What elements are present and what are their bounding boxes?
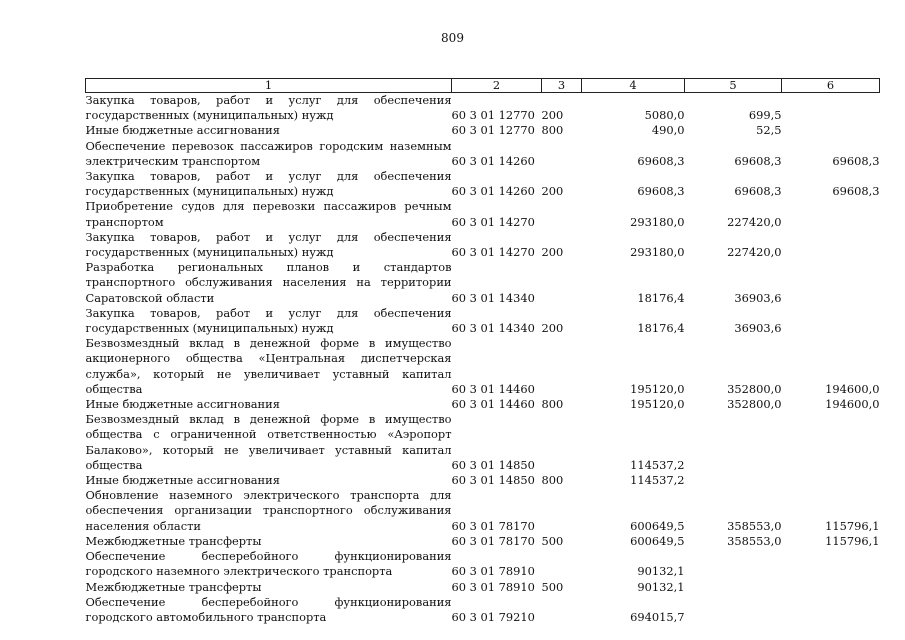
row-description: Межбюджетные трансферты	[85, 533, 262, 548]
row-amount-col6: 194600,0	[825, 381, 880, 396]
row-expense-type: 200	[541, 321, 564, 336]
row-amount-col5	[685, 412, 782, 473]
row-amount-col4: 195120,0	[630, 397, 685, 412]
row-expense-type: 200	[541, 245, 564, 260]
row-amount-col6	[782, 230, 880, 260]
table-row	[86, 230, 880, 260]
row-code: 60 3 01 14260	[451, 153, 535, 168]
row-amount-col6	[782, 412, 880, 473]
row-description: Закупка товаров, работ и услуг для обеспечения государственных (муниципальных) нужд	[85, 305, 452, 336]
row-amount-col5	[685, 595, 782, 625]
row-expense-type: 800	[541, 397, 564, 412]
row-code: 60 3 01 78170	[451, 518, 535, 533]
row-amount-col4: 600649,5	[630, 533, 685, 548]
row-description: Безвозмездный вклад в денежной форме в имущество общества с ограниченной ответственностью «Аэропорт Балаково», который не увеличивает уставный капитал общества	[85, 412, 452, 472]
row-amount-col6	[782, 260, 880, 306]
row-description: Обновление наземного электрического транспорта для обеспечения организации транспортного обслуживания населения области	[85, 488, 452, 533]
row-code: 60 3 01 78910	[451, 564, 535, 579]
row-amount-col6: 69608,3	[832, 153, 880, 168]
row-description: Приобретение судов для перевозки пассажиров речным транспортом	[85, 199, 452, 229]
column-header: 3	[542, 79, 582, 93]
row-amount-col4: 490,0	[651, 123, 685, 138]
row-amount-col6	[782, 123, 880, 138]
table-row	[86, 397, 880, 412]
row-code: 60 3 01 12770	[451, 108, 535, 123]
row-amount-col4: 90132,1	[637, 579, 685, 594]
row-expense-type: 200	[541, 108, 564, 123]
table-row	[86, 473, 880, 488]
row-amount-col5	[685, 580, 782, 595]
row-amount-col4: 90132,1	[637, 564, 685, 579]
row-description: Разработка региональных планов и стандартов транспортного обслуживания населения на территории Саратовской области	[85, 260, 452, 305]
row-amount-col5: 227420,0	[727, 214, 782, 229]
row-description: Обеспечение бесперебойного функционирования городского наземного электрического транспорта	[85, 549, 452, 579]
row-amount-col6	[782, 580, 880, 595]
row-amount-col5: 358553,0	[727, 533, 782, 548]
row-amount-col4: 69608,3	[637, 153, 685, 168]
row-amount-col6	[782, 595, 880, 625]
row-description: Межбюджетные трансферты	[85, 579, 262, 594]
row-description: Обеспечение бесперебойного функционирования городского автомобильного транспорта	[85, 594, 452, 624]
column-header: 1	[86, 79, 452, 93]
row-code: 60 3 01 14850	[451, 457, 535, 472]
row-code: 60 3 01 12770	[451, 123, 535, 138]
table-row	[86, 123, 880, 138]
table-row	[86, 169, 880, 199]
row-description: Обеспечение перевозок пассажиров городским наземным электрическим транспортом	[85, 138, 452, 168]
row-amount-col4: 293180,0	[630, 214, 685, 229]
table-row	[86, 260, 880, 306]
column-header: 5	[685, 79, 782, 93]
row-code: 60 3 01 14340	[451, 290, 535, 305]
row-amount-col6	[782, 549, 880, 579]
row-code: 60 3 01 14270	[451, 245, 535, 260]
row-amount-col4: 694015,7	[630, 609, 685, 624]
table-body	[86, 93, 880, 626]
row-amount-col6: 115796,1	[825, 533, 880, 548]
row-expense-type: 800	[541, 473, 564, 488]
row-expense-type: 200	[541, 184, 564, 199]
table-row	[86, 534, 880, 549]
row-description: Иные бюджетные ассигнования	[85, 397, 280, 412]
row-amount-col5: 699,5	[748, 108, 782, 123]
row-description: Закупка товаров, работ и услуг для обеспечения государственных (муниципальных) нужд	[85, 93, 452, 123]
row-code: 60 3 01 78170	[451, 533, 535, 548]
table-row	[86, 549, 880, 579]
row-amount-col4: 195120,0	[630, 381, 685, 396]
row-code: 60 3 01 14460	[451, 397, 535, 412]
table-row	[86, 336, 880, 397]
table-row	[86, 412, 880, 473]
row-amount-col5: 69608,3	[734, 153, 782, 168]
row-description: Закупка товаров, работ и услуг для обеспечения государственных (муниципальных) нужд	[85, 169, 452, 199]
table-row	[86, 199, 880, 229]
table-row	[86, 580, 880, 595]
row-description: Закупка товаров, работ и услуг для обеспечения государственных (муниципальных) нужд	[85, 229, 452, 260]
table-row	[86, 139, 880, 169]
budget-table	[85, 78, 880, 625]
row-amount-col5	[685, 549, 782, 579]
row-amount-col5: 36903,6	[734, 321, 782, 336]
row-code: 60 3 01 14270	[451, 214, 535, 229]
row-amount-col5: 227420,0	[727, 245, 782, 260]
row-amount-col5	[685, 473, 782, 488]
row-expense-type	[542, 336, 582, 397]
row-amount-col4: 293180,0	[630, 245, 685, 260]
row-expense-type	[542, 260, 582, 306]
row-amount-col6	[782, 306, 880, 336]
table-header-row	[86, 79, 880, 93]
row-amount-col5: 69608,3	[734, 184, 782, 199]
row-expense-type: 500	[541, 533, 564, 548]
row-amount-col5: 52,5	[756, 123, 782, 138]
row-amount-col6	[782, 93, 880, 124]
table-row	[86, 93, 880, 124]
column-header: 4	[582, 79, 685, 93]
row-expense-type: 800	[541, 123, 564, 138]
table-row	[86, 595, 880, 625]
page-number: 809	[441, 31, 464, 45]
row-amount-col4: 600649,5	[630, 518, 685, 533]
row-expense-type	[542, 412, 582, 473]
row-amount-col6	[782, 199, 880, 229]
row-code: 60 3 01 14460	[451, 381, 535, 396]
row-code: 60 3 01 78910	[451, 579, 535, 594]
row-amount-col4: 5080,0	[644, 108, 685, 123]
row-description: Безвозмездный вклад в денежной форме в имущество акционерного общества «Центральная диспетчерская служба», который не увеличивает уставный капитал общества	[85, 336, 452, 396]
row-expense-type	[542, 549, 582, 579]
row-expense-type	[542, 595, 582, 625]
row-expense-type	[542, 488, 582, 534]
row-amount-col6: 115796,1	[825, 518, 880, 533]
row-amount-col4: 114537,2	[630, 457, 685, 472]
row-amount-col4: 114537,2	[630, 473, 685, 488]
column-header: 2	[452, 79, 542, 93]
row-description: Иные бюджетные ассигнования	[85, 123, 280, 138]
row-amount-col5: 352800,0	[727, 397, 782, 412]
row-amount-col4: 69608,3	[637, 184, 685, 199]
row-code: 60 3 01 79210	[451, 609, 535, 624]
row-description: Иные бюджетные ассигнования	[85, 473, 280, 488]
row-expense-type	[542, 139, 582, 169]
row-code: 60 3 01 14340	[451, 321, 535, 336]
row-amount-col5: 36903,6	[734, 290, 782, 305]
row-amount-col5: 358553,0	[727, 518, 782, 533]
row-expense-type	[542, 199, 582, 229]
row-amount-col6	[782, 473, 880, 488]
row-amount-col4: 18176,4	[637, 321, 685, 336]
row-code: 60 3 01 14260	[451, 184, 535, 199]
row-amount-col5: 352800,0	[727, 381, 782, 396]
row-amount-col6: 69608,3	[832, 184, 880, 199]
row-amount-col6: 194600,0	[825, 397, 880, 412]
row-expense-type: 500	[541, 579, 564, 594]
table-row	[86, 306, 880, 336]
row-amount-col4: 18176,4	[637, 290, 685, 305]
column-header: 6	[782, 79, 880, 93]
table-row	[86, 488, 880, 534]
row-code: 60 3 01 14850	[451, 473, 535, 488]
